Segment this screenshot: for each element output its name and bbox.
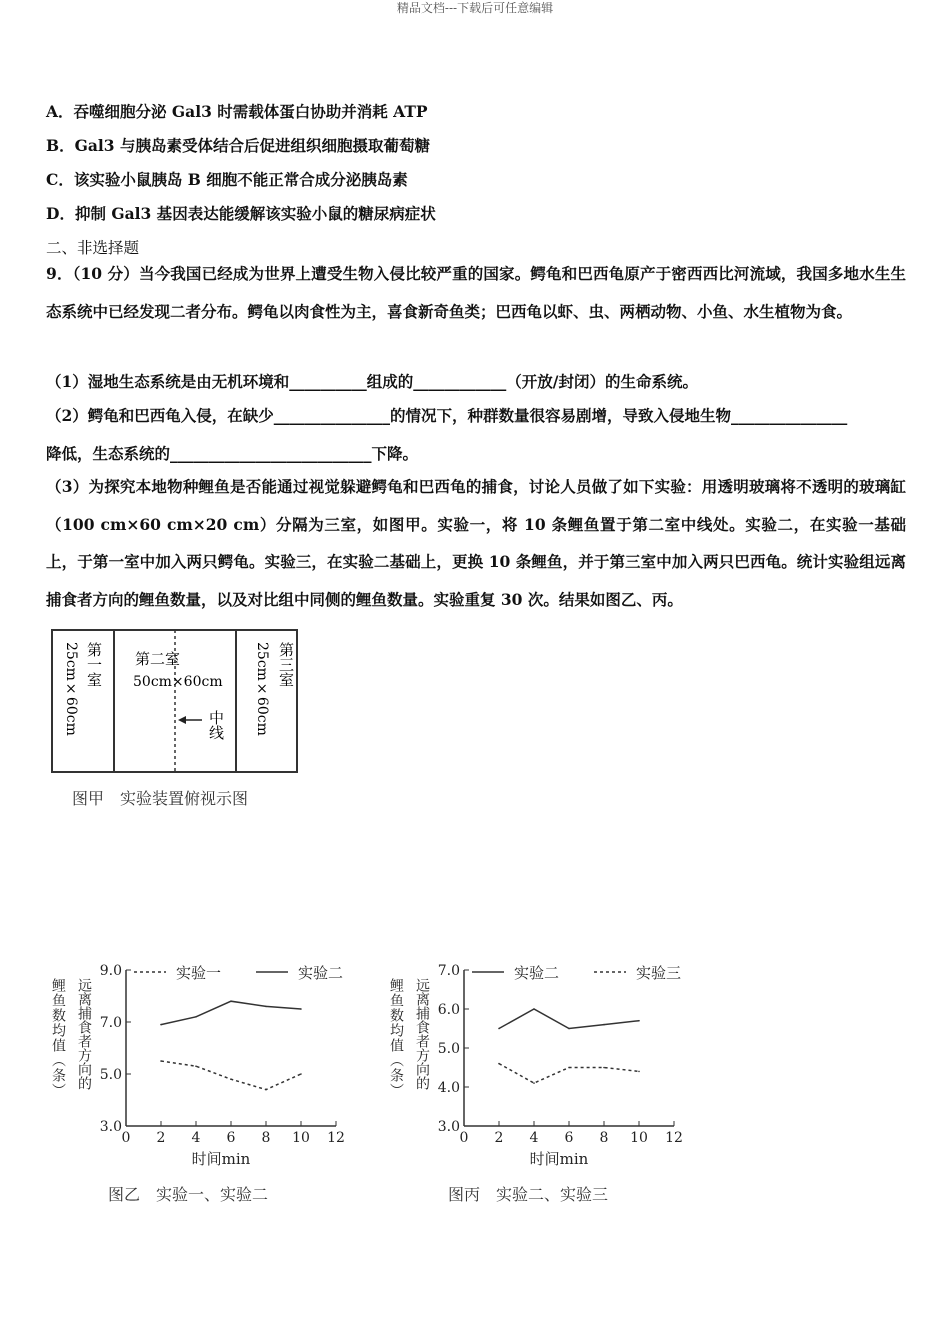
- data-point: [300, 1073, 302, 1075]
- data-point: [230, 1000, 232, 1002]
- y-tick-label: 3.0: [99, 1119, 122, 1135]
- question-9-part-1: （1）湿地生态系统是由无机环境和__________组成的____________（开放/封闭）的生命系统。: [46, 372, 698, 391]
- legend-label: 实验二: [514, 964, 560, 982]
- page-header: 精品文档---下载后可任意编辑: [396, 1, 554, 15]
- option-c: C．该实验小鼠胰岛 B 细胞不能正常合成分泌胰岛素: [46, 170, 408, 189]
- question-9-part-3: （3）为探究本地物种鲤鱼是否能通过视觉躲避鳄龟和巴西龟的捕食，讨论人员做了如下实验：用透明玻璃将不透明的玻璃缸（100 cm×60 cm×20 cm）分隔为三室，如图甲。实验一，将 10 条鲤鱼置于第二室中线处。实验二，在实验一基础上，于第一室中加入两只鳄龟。实验三，在实验二基础上，更换 10 条鲤鱼，并于第三室中加入两只巴西龟。统计实验组远离捕食者方向的鲤鱼数量，以及对比组中同侧的鲤鱼数量。实验重复 30 次。结果如图乙、丙。: [46, 477, 906, 609]
- y-tick-label: 6.0: [437, 1002, 460, 1018]
- data-point: [300, 1008, 302, 1010]
- x-tick-label: 0: [121, 1130, 131, 1146]
- y-tick-label: 7.0: [437, 963, 460, 979]
- y-tick-label: 3.0: [437, 1119, 460, 1135]
- question-9-part-2a: （2）鳄龟和巴西龟入侵，在缺少_______________的情况下，种群数量很容易剧增，导致入侵地生物_______________: [46, 406, 848, 425]
- series-line-实验一: [161, 1061, 301, 1090]
- data-point: [230, 1078, 232, 1080]
- y-tick-label: 5.0: [99, 1067, 122, 1083]
- data-point: [498, 1063, 500, 1065]
- data-point: [638, 1071, 640, 1073]
- chart-yi-caption: 图乙 实验一、实验二: [108, 1185, 269, 1204]
- legend-label: 实验一: [176, 964, 222, 982]
- option-d: D．抑制 Gal3 基因表达能缓解该实验小鼠的糖尿病症状: [46, 204, 436, 223]
- option-a: A．吞噬细胞分泌 Gal3 时需载体蛋白协助并消耗 ATP: [46, 102, 428, 121]
- figure-jia: [50, 628, 300, 776]
- option-b: B．Gal3 与胰岛素受体结合后促进组织细胞摄取葡萄糖: [46, 136, 430, 155]
- data-point: [533, 1008, 535, 1010]
- x-tick-label: 6: [564, 1130, 574, 1146]
- data-point: [638, 1020, 640, 1022]
- x-tick-label: 2: [156, 1130, 166, 1146]
- y-axis-label-side: 远离捕食者方向的: [414, 978, 430, 1090]
- x-tick-label: 6: [226, 1130, 236, 1146]
- room3-name: 第三室: [277, 642, 295, 687]
- x-tick-label: 12: [665, 1130, 683, 1146]
- data-point: [603, 1024, 605, 1026]
- room1-size: 25cm×60cm: [63, 642, 79, 736]
- section-title: 二、非选择题: [46, 239, 140, 257]
- x-tick-label: 10: [292, 1130, 310, 1146]
- data-point: [498, 1028, 500, 1030]
- series-line-实验二: [499, 1009, 639, 1029]
- x-axis-label: 时间min: [529, 1150, 589, 1168]
- y-axis-label-side: 远离捕食者方向的: [76, 978, 92, 1090]
- y-tick-label: 5.0: [437, 1041, 460, 1057]
- y-tick-label: 4.0: [437, 1080, 460, 1096]
- data-point: [265, 1089, 267, 1091]
- room1-name: 第一室: [85, 642, 103, 687]
- y-axis-label: 鲤鱼数均值（条）: [50, 978, 66, 1098]
- x-tick-label: 10: [630, 1130, 648, 1146]
- apparatus-diagram: [50, 628, 300, 776]
- data-point: [195, 1065, 197, 1067]
- room2-name: 第二室: [135, 650, 181, 668]
- x-axis-label: 时间min: [191, 1150, 251, 1168]
- y-axis-label: 鲤鱼数均值（条）: [388, 978, 404, 1098]
- data-point: [603, 1067, 605, 1069]
- figure-jia-caption: 图甲 实验装置俯视示图: [72, 789, 249, 808]
- midline-label: 中线: [207, 710, 225, 740]
- series-line-实验三: [499, 1064, 639, 1084]
- chart-bing-svg: [378, 950, 698, 1180]
- x-tick-label: 0: [459, 1130, 469, 1146]
- room3-size: 25cm×60cm: [254, 642, 270, 736]
- data-point: [195, 1016, 197, 1018]
- y-tick-label: 7.0: [99, 1015, 122, 1031]
- data-point: [160, 1060, 162, 1062]
- chart-bing: [378, 950, 698, 1180]
- legend-label: 实验三: [636, 964, 682, 982]
- y-tick-label: 9.0: [99, 963, 122, 979]
- data-point: [568, 1067, 570, 1069]
- question-9-part-2b: 降低，生态系统的__________________________下降。: [46, 444, 419, 463]
- x-tick-label: 8: [599, 1130, 609, 1146]
- data-point: [265, 1006, 267, 1008]
- question-9-intro: 9．（10 分）当今我国已经成为世界上遭受生物入侵比较严重的国家。鳄龟和巴西龟原产于密西西比河流域，我国多地水生生态系统中已经发现二者分布。鳄龟以肉食性为主，喜食新奇鱼类；巴西龟以虾、虫、两栖动物、小鱼、水生植物为食。: [46, 264, 906, 321]
- series-line-实验二: [161, 1001, 301, 1024]
- data-point: [568, 1028, 570, 1030]
- x-tick-label: 12: [327, 1130, 345, 1146]
- chart-yi-svg: [40, 950, 360, 1180]
- data-point: [160, 1024, 162, 1026]
- chart-bing-caption: 图丙 实验二、实验三: [448, 1185, 609, 1204]
- legend-label: 实验二: [298, 964, 344, 982]
- x-tick-label: 8: [261, 1130, 271, 1146]
- x-tick-label: 4: [529, 1130, 539, 1146]
- x-tick-label: 4: [191, 1130, 201, 1146]
- midline-arrowhead: [178, 716, 186, 724]
- x-tick-label: 2: [494, 1130, 504, 1146]
- room2-size: 50cm×60cm: [133, 674, 223, 690]
- chart-yi: [40, 950, 360, 1180]
- data-point: [533, 1082, 535, 1084]
